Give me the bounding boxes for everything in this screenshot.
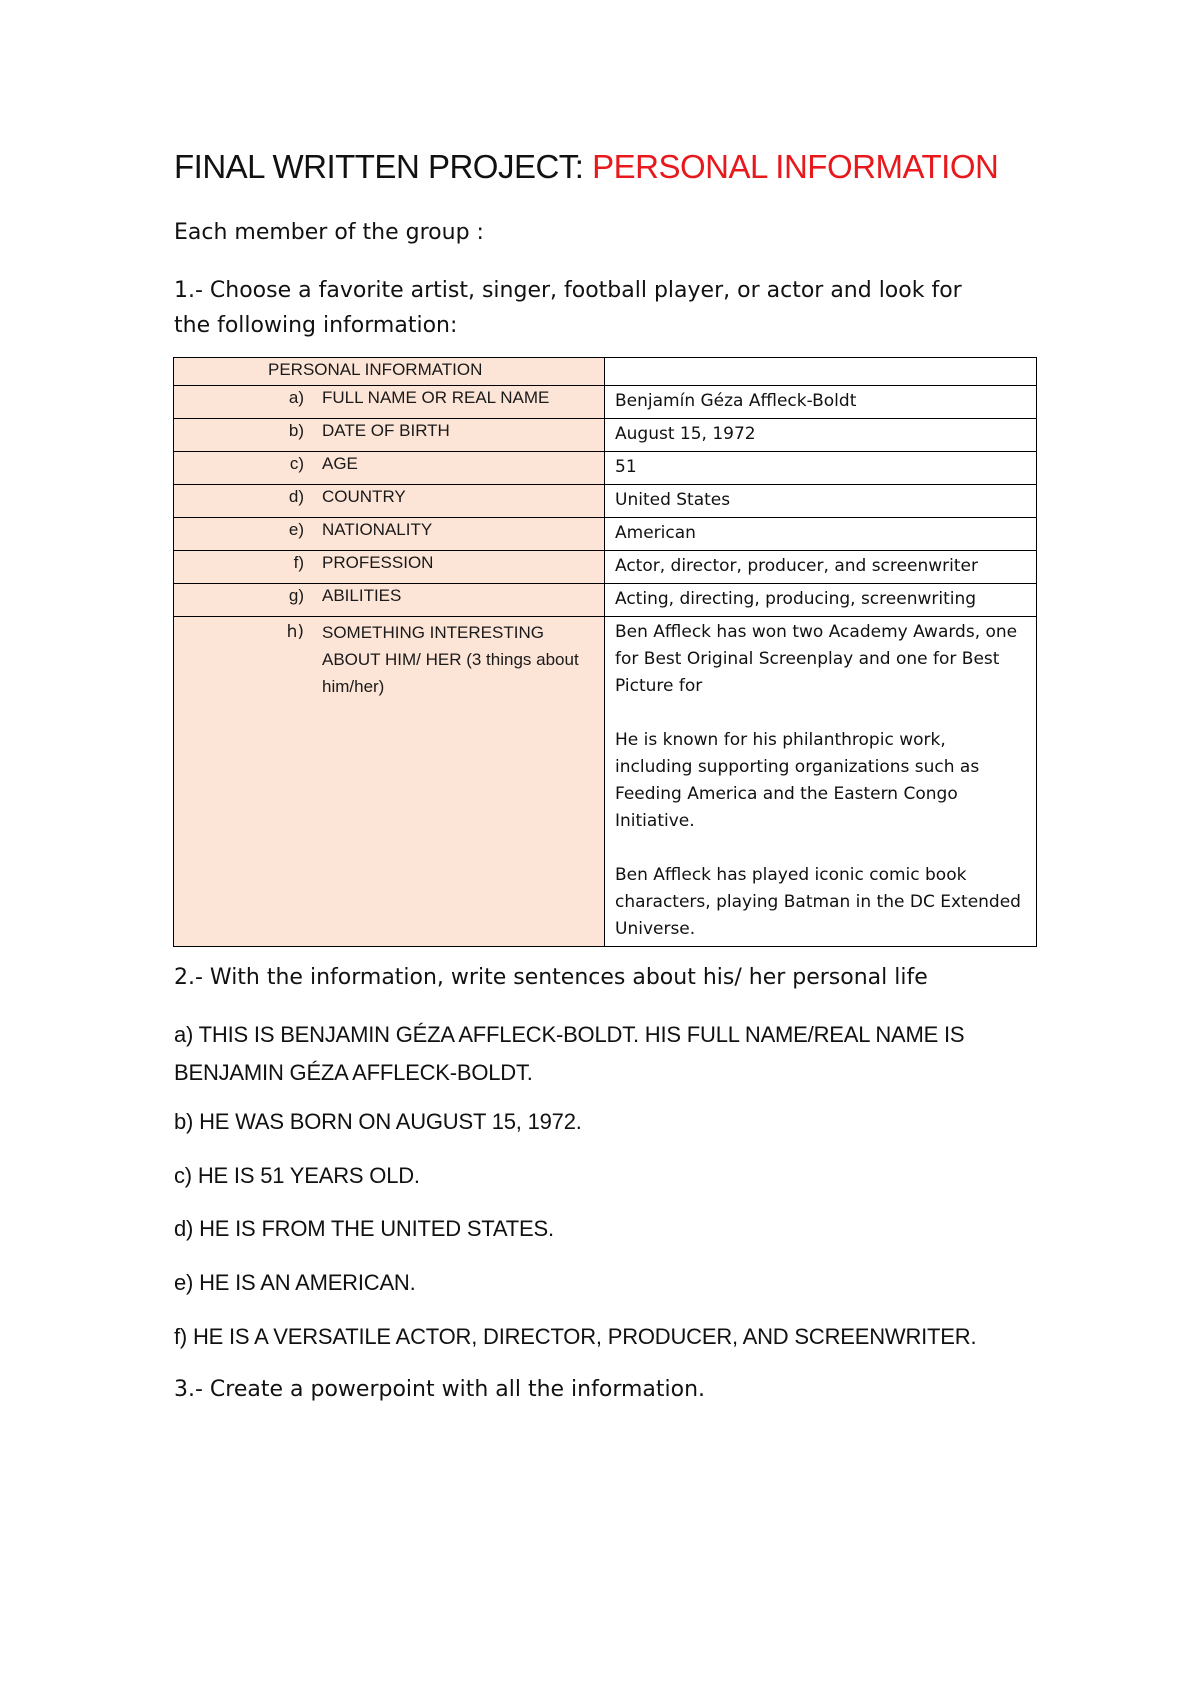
table-row bbox=[174, 419, 1037, 452]
row-label: NATIONALITY bbox=[322, 520, 433, 539]
row-letter: h) bbox=[286, 622, 304, 642]
row-letter: c) bbox=[289, 454, 304, 473]
table-row bbox=[174, 452, 1037, 485]
table-row bbox=[174, 518, 1037, 551]
section2-heading: 2.- With the information, write sentences about his/ her personal life bbox=[174, 965, 928, 990]
table-row-interesting bbox=[174, 617, 1037, 947]
row-letter: e) bbox=[288, 520, 304, 539]
table-header-value bbox=[605, 358, 1037, 386]
sentence-a-line2: BENJAMIN GÉZA AFFLECK-BOLDT. bbox=[174, 1060, 533, 1085]
row-label: FULL NAME OR REAL NAME bbox=[322, 388, 550, 407]
row-value: American bbox=[605, 518, 1037, 551]
row-label: DATE OF BIRTH bbox=[322, 421, 450, 440]
table-row bbox=[174, 584, 1037, 617]
table-header-cell bbox=[174, 358, 605, 386]
sentence-a bbox=[174, 1016, 964, 1092]
table-header-label: PERSONAL INFORMATION bbox=[268, 360, 483, 379]
row-value: Acting, directing, producing, screenwriting bbox=[605, 584, 1037, 617]
row-letter: a) bbox=[288, 388, 304, 407]
intro-text: Each member of the group : bbox=[174, 220, 484, 245]
title-prefix: FINAL WRITTEN PROJECT: bbox=[174, 148, 593, 185]
personal-info-table bbox=[173, 357, 1037, 947]
row-letter: g) bbox=[288, 586, 304, 605]
table-row bbox=[174, 386, 1037, 419]
fact-item: Ben Affleck has won two Academy Awards, one for Best Original Screenplay and one for Best Picture for bbox=[615, 622, 1018, 696]
sentence-a-line1: a) THIS IS BENJAMIN GÉZA AFFLECK-BOLDT. HIS FULL NAME/REAL NAME IS bbox=[174, 1022, 965, 1047]
step1-line2: the following information: bbox=[174, 313, 458, 338]
sentence-c: c) HE IS 51 YEARS OLD. bbox=[174, 1163, 420, 1188]
sentence-e: e) HE IS AN AMERICAN. bbox=[174, 1270, 416, 1295]
step1-instructions bbox=[174, 273, 962, 343]
table-row bbox=[174, 551, 1037, 584]
title-accent: PERSONAL INFORMATION bbox=[592, 148, 999, 185]
row-value: United States bbox=[605, 485, 1037, 518]
row-letter: b) bbox=[288, 421, 304, 440]
table-row bbox=[174, 485, 1037, 518]
row-label: SOMETHING INTERESTING ABOUT HIM/ HER (3 things about him/her) bbox=[322, 623, 579, 696]
row-value: Actor, director, producer, and screenwriter bbox=[605, 551, 1037, 584]
step1-line1: 1.- Choose a favorite artist, singer, football player, or actor and look for bbox=[174, 278, 962, 303]
row-label: COUNTRY bbox=[322, 487, 406, 506]
section3-text: 3.- Create a powerpoint with all the information. bbox=[174, 1377, 706, 1402]
row-label: ABILITIES bbox=[322, 586, 402, 605]
row-label: PROFESSION bbox=[322, 553, 434, 572]
row-value: 51 bbox=[605, 452, 1037, 485]
row-value: August 15, 1972 bbox=[605, 419, 1037, 452]
row-letter: d) bbox=[288, 487, 304, 506]
fact-item: Ben Affleck has played iconic comic book characters, playing Batman in the DC Extended Universe. bbox=[615, 865, 1021, 939]
row-value: Benjamín Géza Affleck-Boldt bbox=[605, 386, 1037, 419]
interesting-facts bbox=[605, 617, 1037, 947]
row-letter: f) bbox=[293, 553, 304, 572]
document-title bbox=[174, 148, 998, 186]
sentence-d: d) HE IS FROM THE UNITED STATES. bbox=[174, 1216, 554, 1241]
fact-item: He is known for his philanthropic work, including supporting organizations such as Feeding America and the Eastern Congo Initiative. bbox=[615, 730, 980, 831]
row-label: AGE bbox=[322, 454, 358, 473]
sentence-b: b) HE WAS BORN ON AUGUST 15, 1972. bbox=[174, 1109, 582, 1134]
table-header-row bbox=[174, 358, 1037, 386]
sentence-f: f) HE IS A VERSATILE ACTOR, DIRECTOR, PRODUCER, AND SCREENWRITER. bbox=[174, 1324, 977, 1349]
